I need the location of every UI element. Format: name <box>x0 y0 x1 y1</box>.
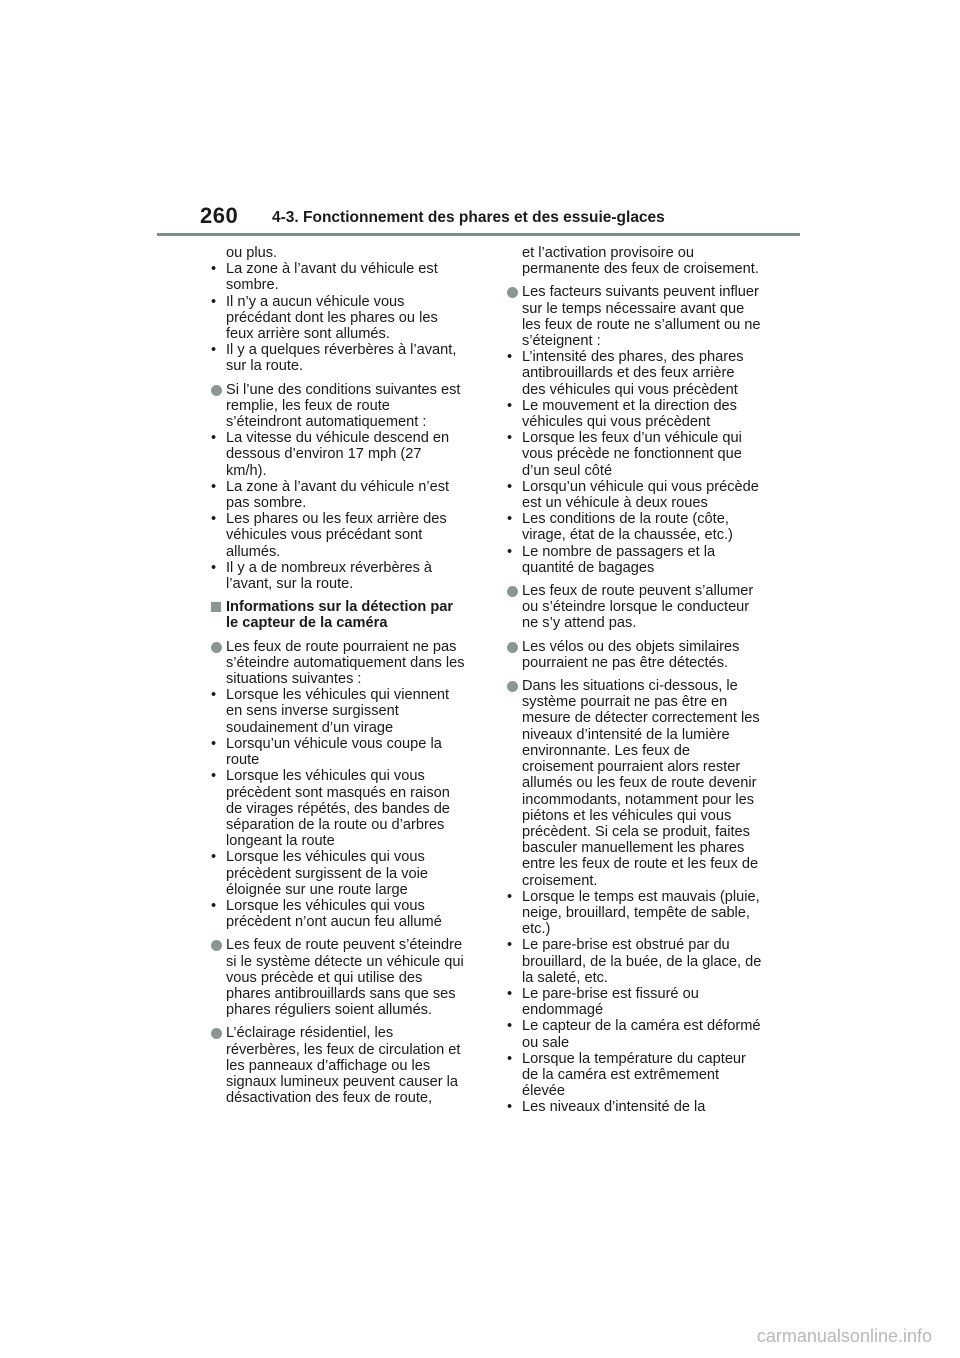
dot-icon: • <box>211 849 217 866</box>
circle-bullet-icon <box>507 586 518 597</box>
bullet-item: L’éclairage résidentiel, les réverbères, les feux de circulation et les panneaux d’affichage ou les signaux lumineux peuvent causer la désactivation des feux de route, <box>196 1025 466 1106</box>
list-item: • Le pare-brise est fissuré ou endommagé <box>507 985 699 1019</box>
circle-bullet-icon <box>507 642 518 653</box>
list-item: • Il n’y a aucun véhicule vous précédant dont les phares ou les feux arrière sont allumés. <box>211 293 438 343</box>
dot-icon: • <box>211 897 217 914</box>
site-watermark: carmanualsonline.info <box>756 1326 932 1346</box>
dot-icon: • <box>507 1099 513 1116</box>
dot-icon: • <box>211 430 217 447</box>
continuation-text: ou plus. <box>226 245 278 261</box>
dot-icon: • <box>507 1018 513 1035</box>
dot-icon: • <box>507 1050 513 1067</box>
list-item: • La vitesse du véhicule descend en dessous d’environ 17 mph (27 km/h). <box>211 430 450 479</box>
list-item: • La zone à l’avant du véhicule n’est pas sombre. <box>211 478 450 512</box>
circle-bullet-icon <box>211 642 222 653</box>
bullet-item: Les vélos ou des objets similaires pourraient ne pas être détectés. <box>492 639 762 671</box>
list-item: • Il y a de nombreux réverbères à l’avant, sur la route. <box>211 559 433 593</box>
bullet-item: Les feux de route pourraient ne pas s’éteindre automatiquement dans les situations suivantes : <box>196 639 466 688</box>
right-column <box>492 245 762 1116</box>
dot-icon: • <box>507 511 513 528</box>
list-item: • Le capteur de la caméra est déformé ou sale <box>507 1018 761 1051</box>
page-number: 260 <box>200 203 239 228</box>
circle-bullet-icon <box>507 681 518 692</box>
list-item: • L’intensité des phares, des phares antibrouillards et des feux arrière des véhicules qui vous précèdent <box>507 349 744 398</box>
circle-bullet-icon <box>211 385 222 396</box>
dot-icon: • <box>507 430 513 447</box>
circle-bullet-icon <box>211 1028 222 1039</box>
list-item: • Les niveaux d’intensité de la <box>507 1099 706 1116</box>
section-title: 4-3. Fonctionnement des phares et des essuie-glaces <box>272 209 665 226</box>
page-header <box>200 200 800 236</box>
dot-icon: • <box>507 543 513 560</box>
list-item: • Lorsque le temps est mauvais (pluie, neige, brouillard, tempête de sable, etc.) <box>507 888 760 938</box>
dot-icon: • <box>211 687 217 704</box>
dot-icon: • <box>507 397 513 414</box>
square-bullet-icon <box>211 602 221 612</box>
bullet-item: Dans les situations ci-dessous, le système pourrait ne pas être en mesure de détecter correctement les niveaux d’intensité de la lumière environnante. Les feux de croisement pourraient alors rester allumés ou les feux de route devenir incommodants, notamment pour les piétons et les véhicules qui vous précèdent. Si cela se produit, faites basculer manuellement les phares entre les feux de route et les feux de croisement. <box>492 678 762 889</box>
list-item: • Lorsqu’un véhicule vous coupe la route <box>211 735 442 769</box>
dot-icon: • <box>211 293 217 310</box>
dot-icon: • <box>211 735 217 752</box>
list-item: • Lorsque les feux d’un véhicule qui vous précède ne fonctionnent que d’un seul côté <box>507 430 742 479</box>
list-item: • Lorsque les véhicules qui vous précèdent sont masqués en raison de virages répétés, des bandes de séparation de la route ou d’arbres longeant la route <box>211 768 450 850</box>
list-item: • Les conditions de la route (côte, virage, état de la chaussée, etc.) <box>507 511 733 544</box>
dot-icon: • <box>507 937 513 954</box>
bullet-item: Les feux de route peuvent s’éteindre si le système détecte un véhicule qui vous précède et qui utilise des phares antibrouillards sans que ses phares réguliers soient allumés. <box>196 937 466 1018</box>
dot-icon: • <box>211 261 217 278</box>
list-item: • Lorsque les véhicules qui vous précèdent surgissent de la voie éloignée sur une route large <box>211 849 429 898</box>
bullet-item: Les facteurs suivants peuvent influer sur le temps nécessaire avant que les feux de route ne s’allument ou ne s’éteignent : <box>492 284 762 349</box>
list-item: • Le nombre de passagers et la quantité de bagages <box>507 543 716 576</box>
list-item: • Le pare-brise est obstrué par du brouillard, de la buée, de la glace, de la saleté, etc. <box>507 937 762 986</box>
dot-icon: • <box>211 768 217 785</box>
list-item: • Il y a quelques réverbères à l’avant, sur la route. <box>211 342 457 375</box>
header-rule <box>157 233 800 236</box>
dot-icon: • <box>507 888 513 905</box>
circle-bullet-icon <box>507 287 518 298</box>
list-item: • Lorsqu’un véhicule qui vous précède est un véhicule à deux roues <box>507 478 759 512</box>
bullet-item: Les feux de route peuvent s’allumer ou s’éteindre lorsque le conducteur ne s’y attend pas. <box>492 583 762 632</box>
list-item: • Le mouvement et la direction des véhicules qui vous précèdent <box>507 397 737 431</box>
list-item: • Lorsque les véhicules qui viennent en sens inverse surgissent soudainement d’un virage <box>211 687 450 736</box>
dot-icon: • <box>507 478 513 495</box>
dot-icon: • <box>211 342 217 359</box>
circle-bullet-icon <box>211 940 222 951</box>
dot-icon: • <box>211 511 217 528</box>
subheading: Informations sur la détection par le capteur de la caméra <box>196 599 466 631</box>
continuation-text: et l’activation provisoire ou permanente des feux de croisement. <box>522 245 759 278</box>
dot-icon: • <box>507 349 513 366</box>
list-item: • Les phares ou les feux arrière des véhicules vous précédant sont allumés. <box>211 511 447 560</box>
bullet-item: Si l’une des conditions suivantes est remplie, les feux de route s’éteindront automatiquement : <box>196 382 466 431</box>
list-item: • Lorsque la température du capteur de la caméra est extrêmement élevée <box>507 1050 746 1100</box>
left-column <box>196 245 466 1106</box>
list-item: • Lorsque les véhicules qui vous précèdent n’ont aucun feu allumé <box>211 897 442 931</box>
dot-icon: • <box>507 985 513 1002</box>
dot-icon: • <box>211 559 217 576</box>
list-item: • La zone à l’avant du véhicule est sombre. <box>211 261 438 294</box>
dot-icon: • <box>211 478 217 495</box>
